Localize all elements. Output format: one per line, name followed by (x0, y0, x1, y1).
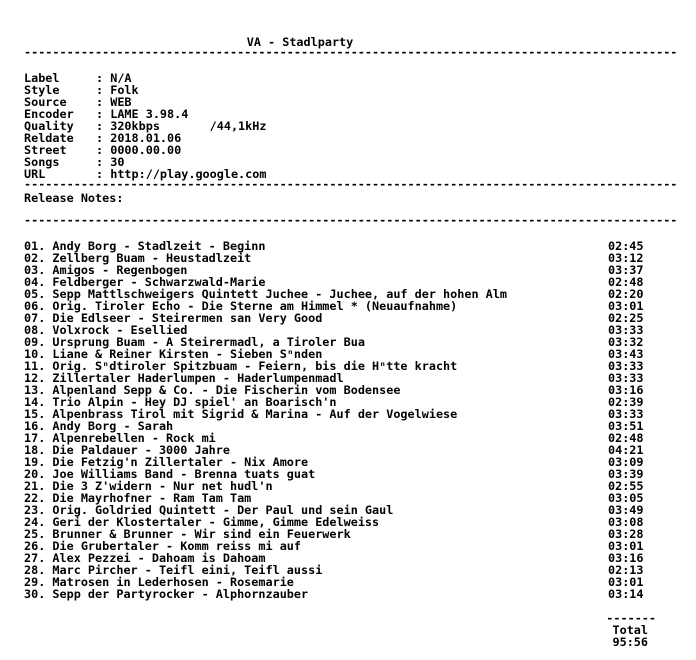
track-title: Andy Borg - Sarah (52, 419, 174, 433)
info-key: Songs (24, 155, 60, 169)
info-key: Label (24, 71, 60, 85)
track-title: Joe Williams Band - Brenna tuats guat (52, 467, 316, 481)
track-duration: 02:39 (608, 395, 644, 409)
track-duration: 03:12 (608, 251, 644, 265)
track-number: 20. (24, 467, 46, 481)
track-title: Feldberger - Schwarzwald-Marie (52, 275, 266, 289)
total-rule: ------- (606, 611, 656, 625)
track-duration: 03:16 (608, 551, 644, 565)
track-number: 02. (24, 251, 46, 265)
track-title: Geri der Klostertaler - Gimme, Gimme Edelweiss (52, 515, 380, 529)
track-number: 15. (24, 407, 46, 421)
info-value: Folk (110, 83, 139, 97)
track-title: Alpenland Sepp & Co. - Die Fischerin vom Bodensee (52, 383, 401, 397)
track-title: Volxrock - Esellied (52, 323, 188, 337)
track-number: 27. (24, 551, 46, 565)
info-key: Quality (24, 119, 74, 133)
track-duration: 03:01 (608, 299, 644, 313)
track-title: Trio Alpin - Hey DJ spiel' an Boarisch'n (52, 395, 337, 409)
info-key: Style (24, 83, 60, 97)
track-duration: 03:01 (608, 539, 644, 553)
info-value: LAME 3.98.4 (110, 107, 189, 121)
info-separator: : (96, 167, 111, 181)
info-key: Street (24, 143, 67, 157)
track-title: Marc Pircher - Teifl eini, Teifl aussi (52, 563, 323, 577)
info-value: N/A (110, 71, 132, 85)
track-duration: 03:49 (608, 503, 644, 517)
info-separator: : (96, 83, 111, 97)
track-number: 01. (24, 239, 46, 253)
track-number: 09. (24, 335, 46, 349)
info-separator: : (96, 95, 111, 109)
total-time: 95:56 (612, 635, 648, 649)
track-number: 22. (24, 491, 46, 505)
info-separator: : (96, 155, 111, 169)
track-title: Orig. Sⁿdtiroler Spitzbuam - Feiern, bis die Hⁿtte kracht (52, 359, 458, 373)
track-title: Die Edlseer - Steirermen san Very Good (52, 311, 323, 325)
track-duration: 02:13 (608, 563, 644, 577)
total-label: Total (612, 623, 648, 637)
info-separator: : (96, 131, 111, 145)
info-separator: : (96, 119, 111, 133)
track-title: Orig. Tiroler Echo - Die Sterne am Himmel * (Neuaufnahme) (52, 299, 458, 313)
track-line (24, 588, 308, 600)
track-number: 04. (24, 275, 46, 289)
info-value: 30 (110, 155, 125, 169)
track-number: 26. (24, 539, 46, 553)
track-number: 23. (24, 503, 46, 517)
track-duration: 02:45 (608, 239, 644, 253)
track-title: Alpenbrass Tirol mit Sigrid & Marina - Auf der Vogelwiese (52, 407, 458, 421)
track-number: 11. (24, 359, 46, 373)
info-value: 2018.01.06 (110, 131, 182, 145)
track-duration: 03:39 (608, 467, 644, 481)
track-duration: 03:33 (608, 359, 644, 373)
track-title: Andy Borg - Stadlzeit - Beginn (52, 239, 266, 253)
track-duration: 03:43 (608, 347, 644, 361)
info-separator: : (96, 107, 111, 121)
track-title: Sepp der Partyrocker - Alphornzauber (52, 587, 309, 601)
track-number: 06. (24, 299, 46, 313)
track-duration: 02:20 (608, 287, 644, 301)
track-duration: 03:51 (608, 419, 644, 433)
track-number: 24. (24, 515, 46, 529)
track-number: 29. (24, 575, 46, 589)
track-number: 03. (24, 263, 46, 277)
info-key: URL (24, 167, 46, 181)
track-duration: 03:32 (608, 335, 644, 349)
track-duration: 03:28 (608, 527, 644, 541)
track-duration: 03:37 (608, 263, 644, 277)
info-value: WEB (110, 95, 132, 109)
divider-top: -------------------------------------------------------------------------------------------- (24, 46, 678, 58)
track-number: 08. (24, 323, 46, 337)
track-duration: 02:48 (608, 275, 644, 289)
info-separator: : (96, 71, 111, 85)
track-duration: 04:21 (608, 443, 644, 457)
info-key: Reldate (24, 131, 74, 145)
track-duration: 03:33 (608, 323, 644, 337)
release-notes-label: Release Notes: (24, 191, 124, 205)
track-title: Alex Pezzei - Dahoam is Dahoam (52, 551, 266, 565)
info-value: 320kbps /44,1kHz (110, 119, 267, 133)
track-duration: 02:25 (608, 311, 644, 325)
track-title: Orig. Goldried Quintett - Der Paul und sein Gaul (52, 503, 394, 517)
track-title: Die Paldauer - 3000 Jahre (52, 443, 230, 457)
track-title: Zellberg Buam - Heustadlzeit (52, 251, 252, 265)
track-title: Die Fetzig'n Zillertaler - Nix Amore (52, 455, 309, 469)
track-duration: 03:33 (608, 407, 644, 421)
track-number: 30. (24, 587, 46, 601)
track-number: 18. (24, 443, 46, 457)
divider-info: -------------------------------------------------------------------------------------------- (24, 178, 678, 190)
track-title: Die Grubertaler - Komm reiss mi auf (52, 539, 302, 553)
track-number: 14. (24, 395, 46, 409)
track-number: 12. (24, 371, 46, 385)
track-duration: 02:55 (608, 479, 644, 493)
track-duration: 03:08 (608, 515, 644, 529)
track-title: Die 3 Z'widern - Nur net hudl'n (52, 479, 273, 493)
track-number: 16. (24, 419, 46, 433)
track-title: Brunner & Brunner - Wir sind ein Feuerwerk (52, 527, 351, 541)
track-duration: 02:48 (608, 431, 644, 445)
track-number: 25. (24, 527, 46, 541)
track-duration: 03:33 (608, 371, 644, 385)
track-title: Sepp Mattlschweigers Quintett Juchee - Juchee, auf der hohen Alm (52, 287, 507, 301)
divider-notes: -------------------------------------------------------------------------------------------- (24, 214, 678, 226)
track-title: Matrosen in Lederhosen - Rosemarie (52, 575, 294, 589)
track-number: 05. (24, 287, 46, 301)
info-value: 0000.00.00 (110, 143, 182, 157)
track-number: 17. (24, 431, 46, 445)
track-duration: 03:16 (608, 383, 644, 397)
track-title: Zillertaler Haderlumpen - Haderlumpenmadl (52, 371, 344, 385)
track-number: 19. (24, 455, 46, 469)
track-title: Die Mayrhofner - Ram Tam Tam (52, 491, 252, 505)
track-duration: 03:14 (608, 587, 644, 601)
track-number: 07. (24, 311, 46, 325)
track-title: Ursprung Buam - A Steirermadl, a Tiroler Bua (52, 335, 365, 349)
info-separator: : (96, 143, 111, 157)
track-title: Liane & Reiner Kirsten - Sieben Sⁿnden (52, 347, 323, 361)
track-number: 10. (24, 347, 46, 361)
track-duration: 03:09 (608, 455, 644, 469)
track-title: Amigos - Regenbogen (52, 263, 188, 277)
release-title: VA - Stadlparty (246, 35, 354, 49)
track-number: 28. (24, 563, 46, 577)
track-duration: 03:05 (608, 491, 644, 505)
track-title: Alpenrebellen - Rock mi (52, 431, 216, 445)
info-key: Encoder (24, 107, 74, 121)
track-duration: 03:01 (608, 575, 644, 589)
info-key: Source (24, 95, 67, 109)
info-value: http://play.google.com (110, 167, 267, 181)
track-number: 13. (24, 383, 46, 397)
track-number: 21. (24, 479, 46, 493)
